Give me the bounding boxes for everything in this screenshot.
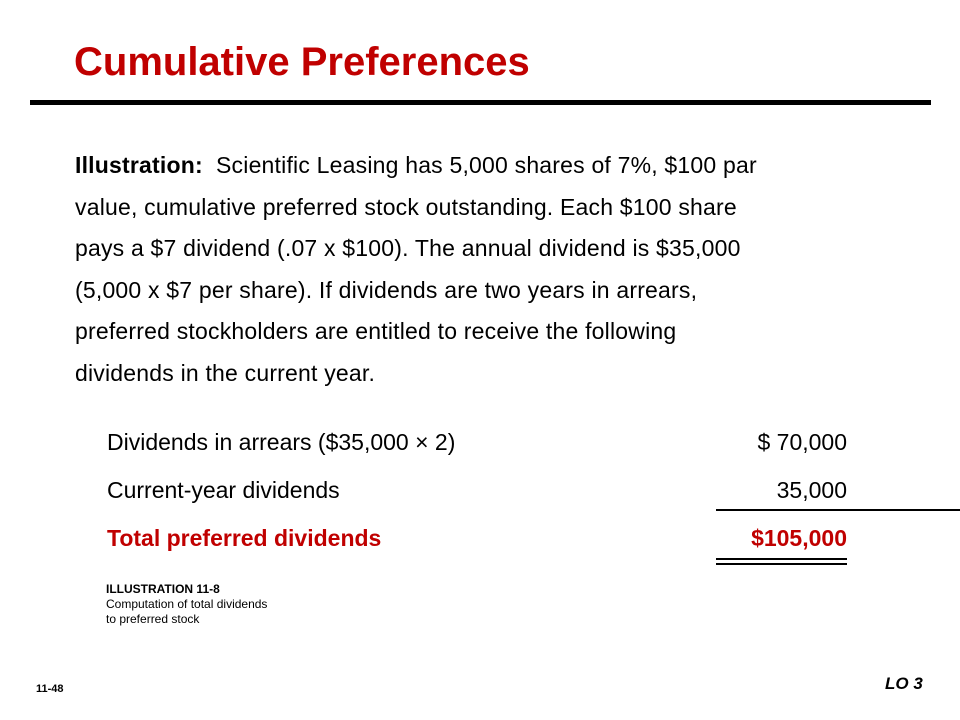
- caption-line-1: Computation of total dividends: [106, 597, 268, 611]
- dividend-computation-table: [107, 422, 847, 566]
- caption-label: ILLUSTRATION 11-8: [106, 582, 220, 596]
- paragraph-line-1-text: Scientific Leasing has 5,000 shares of 7%, $100 par: [216, 152, 757, 178]
- paragraph-line-2: value, cumulative preferred stock outstanding. Each $100 share: [75, 193, 737, 220]
- illustration-paragraph: [75, 145, 895, 394]
- row-label: Dividends in arrears ($35,000 × 2): [107, 429, 456, 455]
- caption-line-2: to preferred stock: [106, 612, 200, 626]
- row-amount: 35,000: [776, 477, 847, 503]
- row-label: Total preferred dividends: [107, 525, 382, 551]
- paragraph-line-4: (5,000 x $7 per share). If dividends are two years in arrears,: [75, 276, 698, 303]
- row-amount: $ 70,000: [757, 429, 847, 455]
- paragraph-line-6: dividends in the current year.: [75, 359, 376, 386]
- row-label: Current-year dividends: [107, 477, 340, 503]
- subtotal-rule: [716, 509, 960, 511]
- illustration-lead: Illustration:: [75, 152, 203, 178]
- paragraph-line-3: pays a $7 dividend (.07 x $100). The annual dividend is $35,000: [75, 235, 741, 261]
- row-amount: $105,000: [751, 525, 847, 551]
- paragraph-line-1: [75, 145, 895, 187]
- learning-objective: LO 3: [885, 674, 923, 693]
- paragraph-line-5: preferred stockholders are entitled to receive the following: [75, 318, 677, 344]
- total-double-rule-bottom: [716, 563, 847, 565]
- table-row-arrears: [107, 422, 847, 470]
- total-double-rule-top: [716, 558, 847, 560]
- slide-title: Cumulative Preferences: [74, 40, 530, 84]
- illustration-caption: [106, 582, 267, 627]
- page-number: 11-48: [36, 683, 64, 695]
- title-divider: [30, 100, 931, 105]
